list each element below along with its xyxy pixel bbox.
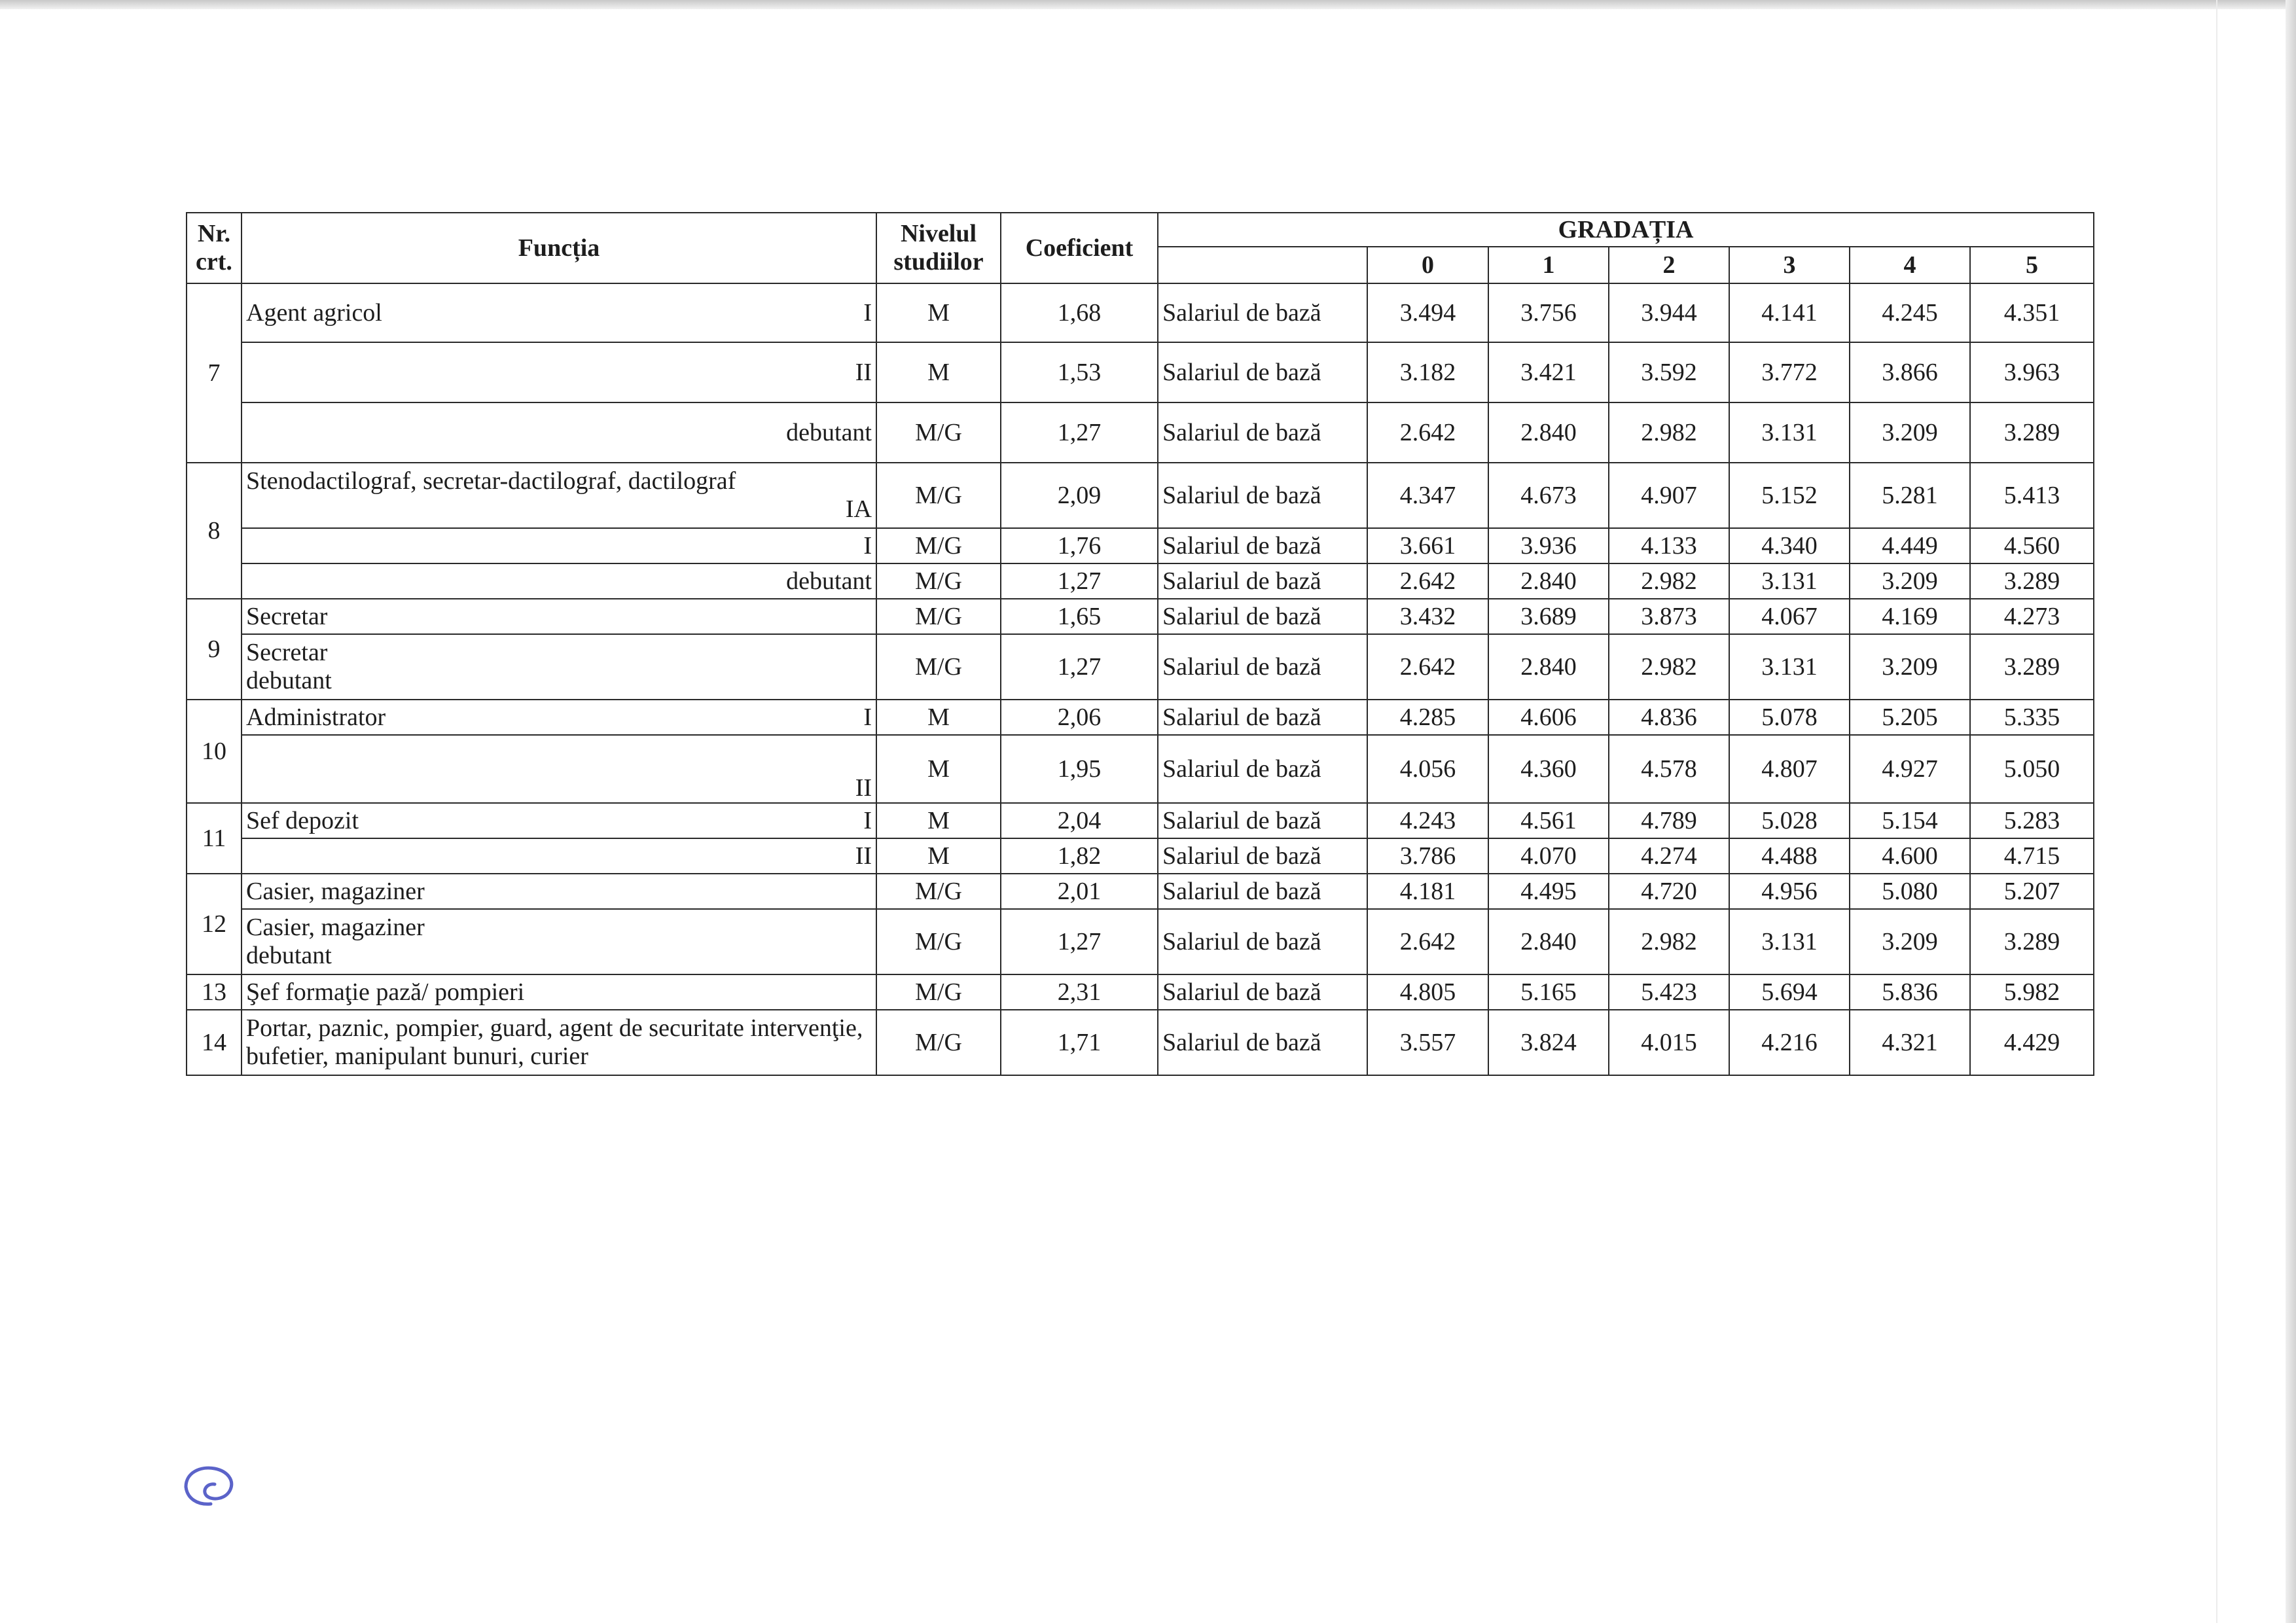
function-grade: IA <box>845 495 872 523</box>
value-cell: 4.273 <box>1970 599 2094 634</box>
function-grade: debutant <box>242 563 876 599</box>
table-row <box>187 735 2094 803</box>
value-cell: 5.207 <box>1970 874 2094 909</box>
value-cell: 3.289 <box>1970 402 2094 463</box>
nivel-cell: M/G <box>876 402 1001 463</box>
value-cell: 4.169 <box>1850 599 1970 634</box>
coef-cell: 1,27 <box>1001 402 1158 463</box>
value-cell: 3.557 <box>1367 1010 1488 1075</box>
nivel-cell: M <box>876 700 1001 735</box>
nivel-cell: M <box>876 735 1001 803</box>
table-row <box>187 838 2094 874</box>
function-cell <box>242 909 876 974</box>
value-cell: 2.642 <box>1367 634 1488 700</box>
value-cell: 3.786 <box>1367 838 1488 874</box>
nivel-cell: M <box>876 342 1001 402</box>
row-nr: 9 <box>187 599 242 700</box>
coef-cell: 1,71 <box>1001 1010 1158 1075</box>
value-cell: 4.956 <box>1729 874 1850 909</box>
value-cell: 4.600 <box>1850 838 1970 874</box>
value-cell: 4.807 <box>1729 735 1850 803</box>
value-cell: 3.289 <box>1970 634 2094 700</box>
salary-table-container <box>186 212 2094 1076</box>
nivel-cell: M/G <box>876 634 1001 700</box>
coef-cell: 1,65 <box>1001 599 1158 634</box>
function-grade: debutant <box>246 667 332 694</box>
salary-label: Salariul de bază <box>1158 700 1367 735</box>
header-coeficient: Coeficient <box>1001 213 1158 283</box>
value-cell: 5.028 <box>1729 803 1850 838</box>
salary-label: Salariul de bază <box>1158 838 1367 874</box>
salary-label: Salariul de bază <box>1158 1010 1367 1075</box>
function-title: Stenodactilograf, secretar-dactilograf, dactilograf <box>246 467 736 495</box>
value-cell: 4.245 <box>1850 283 1970 342</box>
header-grade-5: 5 <box>1970 247 2094 283</box>
function-grade: I <box>863 806 872 834</box>
handwritten-page-number <box>181 1461 240 1513</box>
value-cell: 3.209 <box>1850 563 1970 599</box>
value-cell: 3.873 <box>1609 599 1729 634</box>
value-cell: 5.335 <box>1970 700 2094 735</box>
row-nr: 12 <box>187 874 242 974</box>
value-cell: 4.927 <box>1850 735 1970 803</box>
salary-label: Salariul de bază <box>1158 402 1367 463</box>
value-cell: 4.351 <box>1970 283 2094 342</box>
coef-cell: 1,27 <box>1001 634 1158 700</box>
nivel-cell: M <box>876 838 1001 874</box>
value-cell: 3.963 <box>1970 342 2094 402</box>
value-cell: 4.715 <box>1970 838 2094 874</box>
value-cell: 3.131 <box>1729 402 1850 463</box>
row-nr: 10 <box>187 700 242 803</box>
value-cell: 4.789 <box>1609 803 1729 838</box>
value-cell: 5.078 <box>1729 700 1850 735</box>
salary-label: Salariul de bază <box>1158 599 1367 634</box>
table-row <box>187 634 2094 700</box>
value-cell: 5.205 <box>1850 700 1970 735</box>
coef-cell: 1,68 <box>1001 283 1158 342</box>
value-cell: 2.642 <box>1367 909 1488 974</box>
nivel-cell: M <box>876 803 1001 838</box>
value-cell: 5.152 <box>1729 463 1850 528</box>
coef-cell: 2,31 <box>1001 974 1158 1010</box>
value-cell: 5.154 <box>1850 803 1970 838</box>
function-grade: I <box>863 298 872 327</box>
value-cell: 5.413 <box>1970 463 2094 528</box>
table-row <box>187 974 2094 1010</box>
value-cell: 3.131 <box>1729 563 1850 599</box>
value-cell: 5.281 <box>1850 463 1970 528</box>
value-cell: 4.141 <box>1729 283 1850 342</box>
nivel-cell: M/G <box>876 463 1001 528</box>
value-cell: 4.429 <box>1970 1010 2094 1075</box>
coef-cell: 1,76 <box>1001 528 1158 563</box>
nivel-cell: M/G <box>876 909 1001 974</box>
header-nivel: Nivelul studiilor <box>876 213 1001 283</box>
function-title: Casier, magaziner <box>246 914 425 942</box>
value-cell: 4.578 <box>1609 735 1729 803</box>
table-row <box>187 599 2094 634</box>
value-cell: 3.756 <box>1488 283 1609 342</box>
salary-label: Salariul de bază <box>1158 909 1367 974</box>
value-cell: 3.131 <box>1729 634 1850 700</box>
scan-edge-top <box>0 0 2296 9</box>
table-row <box>187 874 2094 909</box>
nivel-cell: M/G <box>876 528 1001 563</box>
header-grade-4: 4 <box>1850 247 1970 283</box>
value-cell: 4.561 <box>1488 803 1609 838</box>
header-grade-3: 3 <box>1729 247 1850 283</box>
salary-label: Salariul de bază <box>1158 634 1367 700</box>
value-cell: 4.836 <box>1609 700 1729 735</box>
value-cell: 3.772 <box>1729 342 1850 402</box>
row-nr: 8 <box>187 463 242 599</box>
table-row <box>187 342 2094 402</box>
value-cell: 3.131 <box>1729 909 1850 974</box>
table-row <box>187 700 2094 735</box>
salary-label: Salariul de bază <box>1158 528 1367 563</box>
nivel-cell: M <box>876 283 1001 342</box>
value-cell: 4.673 <box>1488 463 1609 528</box>
row-nr: 14 <box>187 1010 242 1075</box>
value-cell: 4.133 <box>1609 528 1729 563</box>
coef-cell: 2,09 <box>1001 463 1158 528</box>
value-cell: 2.642 <box>1367 402 1488 463</box>
value-cell: 4.488 <box>1729 838 1850 874</box>
value-cell: 5.694 <box>1729 974 1850 1010</box>
value-cell: 5.982 <box>1970 974 2094 1010</box>
function-grade: debutant <box>242 402 876 463</box>
value-cell: 4.321 <box>1850 1010 1970 1075</box>
coef-cell: 1,27 <box>1001 909 1158 974</box>
value-cell: 2.642 <box>1367 563 1488 599</box>
salary-label: Salariul de bază <box>1158 563 1367 599</box>
value-cell: 4.560 <box>1970 528 2094 563</box>
value-cell: 3.661 <box>1367 528 1488 563</box>
function-title: Portar, paznic, pompier, guard, agent de securitate intervenţie, bufetier, manipulant bunuri, curier <box>242 1010 876 1075</box>
function-cell <box>242 803 876 838</box>
value-cell: 2.982 <box>1609 634 1729 700</box>
function-title: Administrator <box>246 703 386 731</box>
header-grade-1: 1 <box>1488 247 1609 283</box>
nivel-cell: M/G <box>876 563 1001 599</box>
function-grade: II <box>242 838 876 874</box>
table-row <box>187 803 2094 838</box>
value-cell: 4.449 <box>1850 528 1970 563</box>
function-title: Sef depozit <box>246 806 359 834</box>
value-cell: 2.982 <box>1609 402 1729 463</box>
salary-label: Salariul de bază <box>1158 803 1367 838</box>
value-cell: 2.982 <box>1609 909 1729 974</box>
value-cell: 3.289 <box>1970 909 2094 974</box>
value-cell: 4.056 <box>1367 735 1488 803</box>
salary-label: Salariul de bază <box>1158 342 1367 402</box>
function-cell <box>242 634 876 700</box>
row-nr: 7 <box>187 283 242 463</box>
value-cell: 2.982 <box>1609 563 1729 599</box>
function-title: Secretar <box>246 639 328 667</box>
nivel-cell: M/G <box>876 874 1001 909</box>
value-cell: 5.423 <box>1609 974 1729 1010</box>
table-row <box>187 1010 2094 1075</box>
value-cell: 3.421 <box>1488 342 1609 402</box>
coef-cell: 1,27 <box>1001 563 1158 599</box>
table-row <box>187 283 2094 342</box>
header-grade-2: 2 <box>1609 247 1729 283</box>
value-cell: 4.274 <box>1609 838 1729 874</box>
value-cell: 3.182 <box>1367 342 1488 402</box>
value-cell: 3.824 <box>1488 1010 1609 1075</box>
value-cell: 4.907 <box>1609 463 1729 528</box>
value-cell: 3.209 <box>1850 909 1970 974</box>
value-cell: 4.606 <box>1488 700 1609 735</box>
value-cell: 5.165 <box>1488 974 1609 1010</box>
value-cell: 4.360 <box>1488 735 1609 803</box>
scan-fold-line <box>2216 0 2217 1623</box>
nivel-cell: M/G <box>876 974 1001 1010</box>
salary-grid-table <box>186 212 2094 1076</box>
value-cell: 4.067 <box>1729 599 1850 634</box>
value-cell: 3.209 <box>1850 402 1970 463</box>
coef-cell: 1,53 <box>1001 342 1158 402</box>
row-nr: 11 <box>187 803 242 874</box>
salary-label: Salariul de bază <box>1158 735 1367 803</box>
salary-label: Salariul de bază <box>1158 283 1367 342</box>
value-cell: 4.805 <box>1367 974 1488 1010</box>
value-cell: 3.592 <box>1609 342 1729 402</box>
coef-cell: 1,82 <box>1001 838 1158 874</box>
value-cell: 4.347 <box>1367 463 1488 528</box>
function-cell <box>242 700 876 735</box>
value-cell: 2.840 <box>1488 634 1609 700</box>
function-grade: I <box>863 703 872 731</box>
table-row <box>187 909 2094 974</box>
coef-cell: 2,04 <box>1001 803 1158 838</box>
value-cell: 3.209 <box>1850 634 1970 700</box>
function-grade: debutant <box>246 942 332 969</box>
value-cell: 2.840 <box>1488 402 1609 463</box>
value-cell: 2.840 <box>1488 563 1609 599</box>
function-grade: I <box>242 528 876 563</box>
value-cell: 4.243 <box>1367 803 1488 838</box>
salary-label: Salariul de bază <box>1158 974 1367 1010</box>
header-nr: Nr. crt. <box>187 213 242 283</box>
value-cell: 4.495 <box>1488 874 1609 909</box>
value-cell: 3.936 <box>1488 528 1609 563</box>
header-gradatia-blank <box>1158 247 1367 283</box>
salary-label: Salariul de bază <box>1158 463 1367 528</box>
value-cell: 3.289 <box>1970 563 2094 599</box>
value-cell: 5.836 <box>1850 974 1970 1010</box>
table-row <box>187 563 2094 599</box>
function-grade: II <box>242 735 876 803</box>
row-nr: 13 <box>187 974 242 1010</box>
salary-label: Salariul de bază <box>1158 874 1367 909</box>
function-grade: II <box>242 342 876 402</box>
header-functia: Funcția <box>242 213 876 283</box>
header-grade-0: 0 <box>1367 247 1488 283</box>
table-row <box>187 402 2094 463</box>
value-cell: 5.050 <box>1970 735 2094 803</box>
function-cell <box>242 283 876 342</box>
table-row <box>187 463 2094 528</box>
nivel-cell: M/G <box>876 599 1001 634</box>
scan-edge-right <box>2286 0 2296 1623</box>
value-cell: 5.283 <box>1970 803 2094 838</box>
value-cell: 3.432 <box>1367 599 1488 634</box>
coef-cell: 2,01 <box>1001 874 1158 909</box>
value-cell: 4.720 <box>1609 874 1729 909</box>
value-cell: 3.866 <box>1850 342 1970 402</box>
value-cell: 4.181 <box>1367 874 1488 909</box>
value-cell: 4.216 <box>1729 1010 1850 1075</box>
function-cell <box>242 463 876 528</box>
value-cell: 3.944 <box>1609 283 1729 342</box>
value-cell: 4.340 <box>1729 528 1850 563</box>
function-title: Agent agricol <box>246 298 382 327</box>
header-gradatia: GRADAȚIA <box>1158 213 2094 247</box>
value-cell: 3.689 <box>1488 599 1609 634</box>
function-title: Secretar <box>242 599 876 634</box>
value-cell: 3.494 <box>1367 283 1488 342</box>
nivel-cell: M/G <box>876 1010 1001 1075</box>
function-title: Casier, magaziner <box>242 874 876 909</box>
value-cell: 4.070 <box>1488 838 1609 874</box>
coef-cell: 2,06 <box>1001 700 1158 735</box>
table-row <box>187 528 2094 563</box>
value-cell: 4.285 <box>1367 700 1488 735</box>
function-title: Şef formaţie pază/ pompieri <box>242 974 876 1010</box>
value-cell: 2.840 <box>1488 909 1609 974</box>
value-cell: 5.080 <box>1850 874 1970 909</box>
value-cell: 4.015 <box>1609 1010 1729 1075</box>
coef-cell: 1,95 <box>1001 735 1158 803</box>
